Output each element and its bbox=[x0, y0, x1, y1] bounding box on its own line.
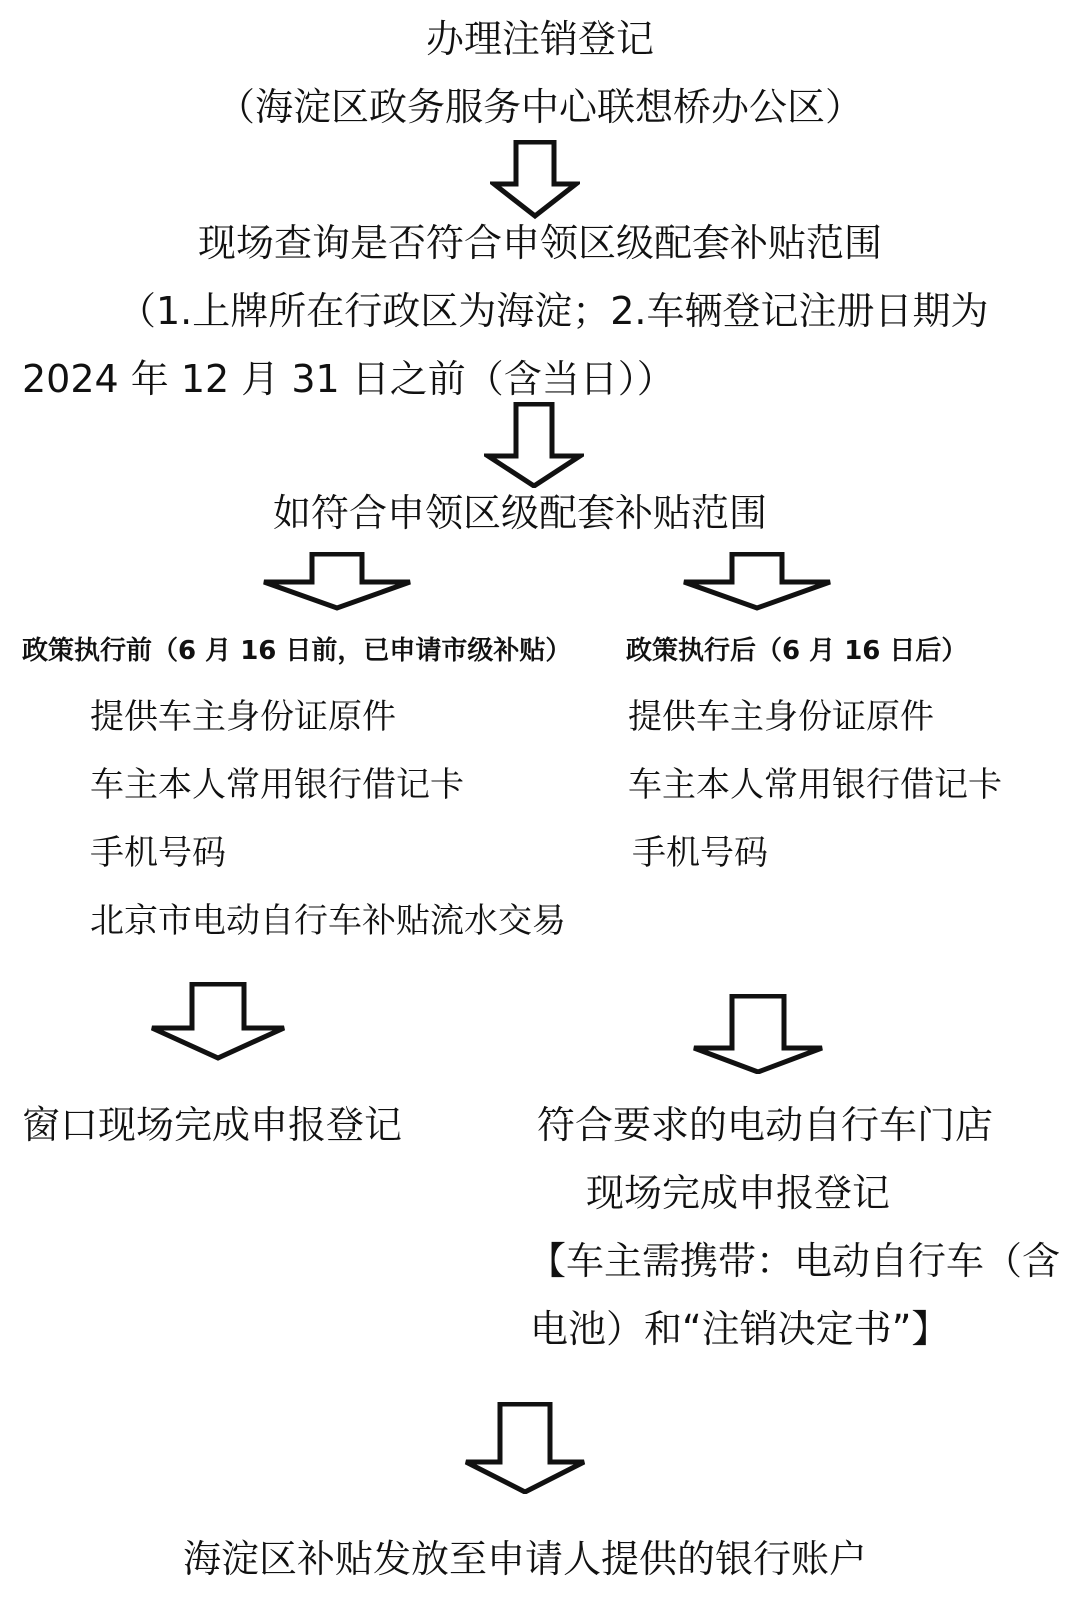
left-branch-item: 提供车主身份证原件 bbox=[90, 697, 396, 737]
down-arrow-icon bbox=[260, 552, 414, 612]
left-branch-result: 窗口现场完成申报登记 bbox=[22, 1103, 403, 1147]
right-branch-item: 手机号码 bbox=[632, 833, 768, 873]
left-branch-item: 手机号码 bbox=[90, 833, 226, 873]
down-arrow-icon bbox=[490, 140, 580, 220]
right-branch-item: 车主本人常用银行借记卡 bbox=[628, 765, 1002, 805]
left-branch-item: 北京市电动自行车补贴流水交易 bbox=[90, 901, 566, 941]
left-branch-heading: 政策执行前（6 月 16 日前，已申请市级补贴） bbox=[22, 636, 572, 666]
step3-title: 如符合申领区级配套补贴范围 bbox=[272, 491, 767, 535]
right-branch-heading: 政策执行后（6 月 16 日后） bbox=[626, 636, 968, 666]
down-arrow-icon bbox=[462, 1402, 588, 1494]
right-branch-result-line1: 符合要求的电动自行车门店 bbox=[536, 1103, 993, 1147]
right-branch-note-line2: 电池）和“注销决定书”】 bbox=[530, 1307, 950, 1351]
step1-title: 办理注销登记 bbox=[425, 17, 654, 61]
left-branch-item: 车主本人常用银行借记卡 bbox=[90, 765, 464, 805]
step2-title: 现场查询是否符合申领区级配套补贴范围 bbox=[197, 221, 882, 265]
right-branch-note-line1: 【车主需携带：电动自行车（含 bbox=[528, 1239, 1061, 1283]
down-arrow-icon bbox=[484, 402, 584, 488]
down-arrow-icon bbox=[690, 994, 826, 1074]
step2-condition-line1: （1.上牌所在行政区为海淀；2.车辆登记注册日期为 bbox=[118, 289, 989, 333]
down-arrow-icon bbox=[148, 982, 288, 1062]
step1-location: （海淀区政务服务中心联想桥办公区） bbox=[216, 85, 863, 129]
right-branch-item: 提供车主身份证原件 bbox=[628, 697, 934, 737]
step2-condition-line2: 2024 年 12 月 31 日之前（含当日）） bbox=[22, 357, 675, 401]
right-branch-result-line2: 现场完成申报登记 bbox=[585, 1171, 890, 1215]
down-arrow-icon bbox=[680, 552, 834, 612]
final-title: 海淀区补贴发放至申请人提供的银行账户 bbox=[182, 1537, 867, 1581]
